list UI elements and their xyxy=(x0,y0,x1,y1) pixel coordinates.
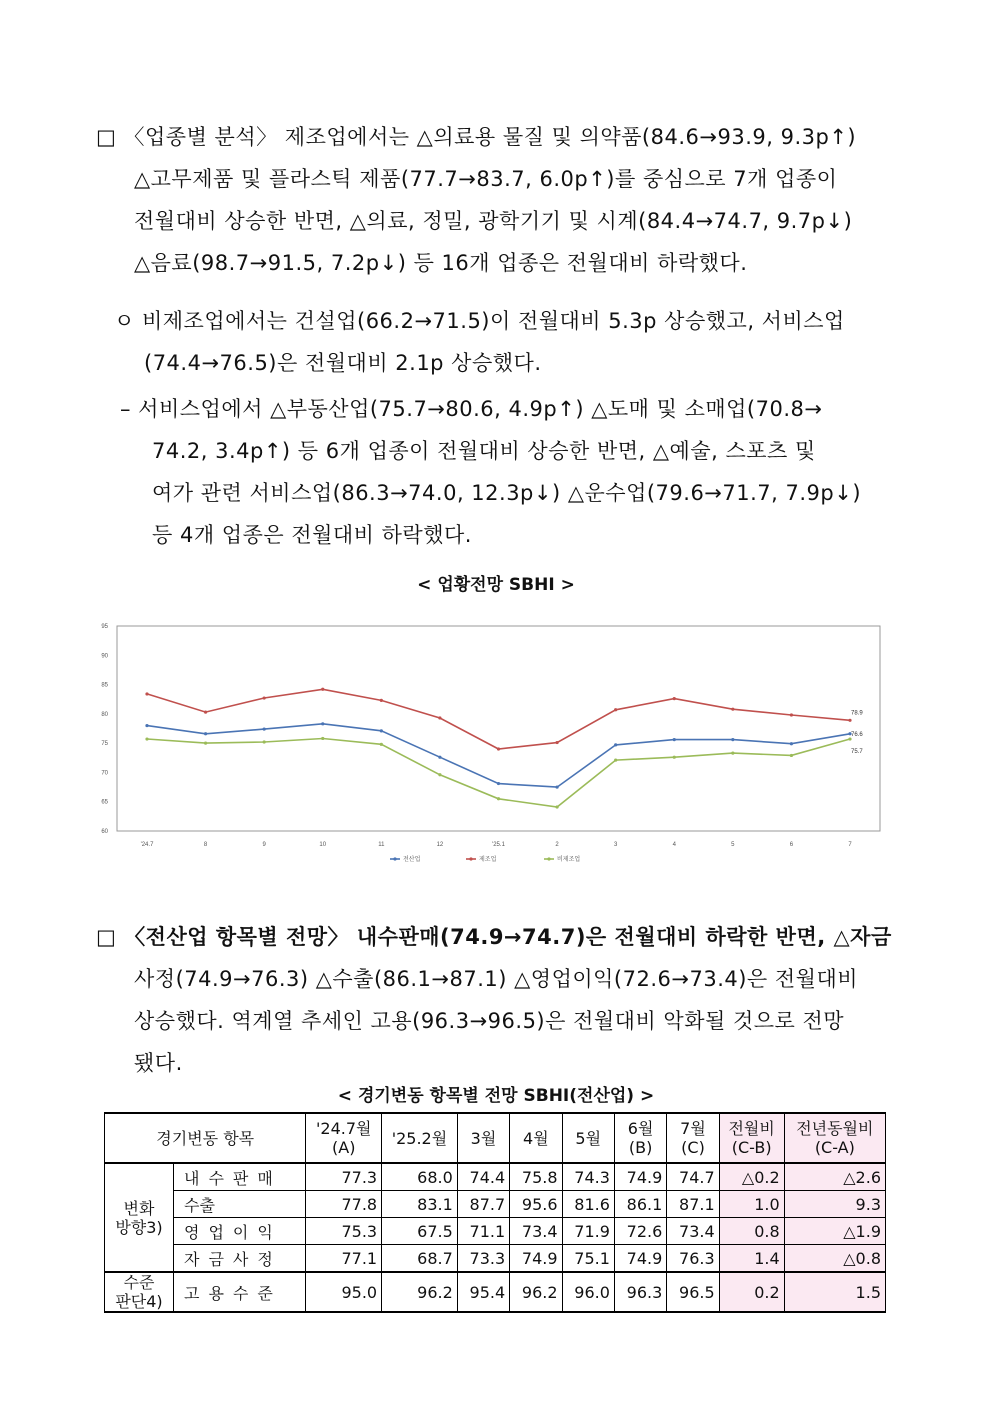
data-point xyxy=(204,711,207,714)
table-row xyxy=(105,1272,886,1312)
cell: 68.7 xyxy=(382,1245,458,1273)
cell: 96.3 xyxy=(614,1272,666,1312)
x-tick-label: 11 xyxy=(378,842,385,848)
cell: 71.1 xyxy=(457,1218,509,1245)
data-point xyxy=(204,732,207,735)
group-label-level: 수준 판단4) xyxy=(105,1272,174,1312)
cell: 0.8 xyxy=(719,1218,784,1245)
table-row xyxy=(105,1163,886,1191)
header-col: 7월 (C) xyxy=(667,1113,719,1163)
cell: 68.0 xyxy=(382,1163,458,1191)
cell: 77.3 xyxy=(306,1163,382,1191)
y-tick-label: 75 xyxy=(101,741,108,748)
header-col: '24.7월 (A) xyxy=(306,1113,382,1163)
non-manufacturing-paragraph xyxy=(114,300,896,384)
x-tick-label: 10 xyxy=(319,842,327,848)
x-tick-label: 7 xyxy=(848,842,852,848)
cell: 74.9 xyxy=(510,1245,562,1273)
table-caption: < 경기변동 항목별 전망 SBHI(전산업) > xyxy=(337,1086,655,1106)
x-axis xyxy=(141,842,853,848)
data-point xyxy=(731,752,734,755)
table-header-row xyxy=(105,1113,886,1163)
data-point xyxy=(673,697,676,700)
y-tick-label: 65 xyxy=(101,799,108,806)
para-line: 상승했다. 역계열 추세인 고용(96.3→96.5)은 전월대비 악화될 것으로 전망 xyxy=(134,1009,845,1033)
group-label-direction: 변화 방향3) xyxy=(105,1163,174,1272)
data-point xyxy=(204,742,207,745)
industry-analysis-paragraph xyxy=(96,116,896,284)
data-point xyxy=(790,754,793,757)
cell: 73.4 xyxy=(510,1218,562,1245)
cell: △1.9 xyxy=(784,1218,885,1245)
para-line: △음료(98.7→91.5, 7.2p↓) 등 16개 업종은 전월대비 하락했다. xyxy=(134,251,748,275)
header-col: 5월 xyxy=(562,1113,614,1163)
para-line: 여가 관련 서비스업(86.3→74.0, 12.3p↓) △운수업(79.6→71.7, 7.9p↓) xyxy=(152,481,862,505)
item-outlook-paragraph xyxy=(96,916,896,1084)
cell: 74.9 xyxy=(614,1245,666,1273)
header-col: 4월 xyxy=(510,1113,562,1163)
cell: 1.5 xyxy=(784,1272,885,1312)
legend-marker xyxy=(393,857,396,860)
cell: 95.4 xyxy=(457,1272,509,1312)
para-line: 등 4개 업종은 전월대비 하락했다. xyxy=(152,523,472,547)
legend-label: 제조업 xyxy=(479,856,497,863)
x-tick-label: '24.7 xyxy=(140,842,154,848)
para-line: □ 〈업종별 분석〉 제조업에서는 △의료용 물질 및 의약품(84.6→93.9, 9.3p↑) xyxy=(96,125,857,149)
chart-caption: < 업황전망 SBHI > xyxy=(417,575,575,595)
cell: 96.2 xyxy=(510,1272,562,1312)
row-label: 내수판매 xyxy=(174,1163,306,1191)
legend-marker xyxy=(469,857,472,860)
cell: 73.4 xyxy=(667,1218,719,1245)
cell: 77.8 xyxy=(306,1191,382,1218)
cell: 72.6 xyxy=(614,1218,666,1245)
cell: 73.3 xyxy=(457,1245,509,1273)
cell: 74.9 xyxy=(614,1163,666,1191)
cell: 71.9 xyxy=(562,1218,614,1245)
row-label: 자금사정 xyxy=(174,1245,306,1273)
data-point xyxy=(848,737,851,740)
x-tick-label: 2 xyxy=(555,842,559,848)
cell: 1.4 xyxy=(719,1245,784,1273)
x-tick-label: 12 xyxy=(436,842,444,848)
data-point xyxy=(555,805,558,808)
cell: 1.0 xyxy=(719,1191,784,1218)
cell: 75.8 xyxy=(510,1163,562,1191)
header-item: 경기변동 항목 xyxy=(105,1113,306,1163)
data-point xyxy=(380,729,383,732)
table-row xyxy=(105,1218,886,1245)
data-point xyxy=(614,708,617,711)
data-point xyxy=(731,738,734,741)
x-tick-label: 3 xyxy=(613,842,618,848)
para-line xyxy=(96,916,896,958)
data-point xyxy=(790,713,793,716)
cell: 87.7 xyxy=(457,1191,509,1218)
data-point xyxy=(145,737,148,740)
para-line: – 서비스업에서 △부동산업(75.7→80.6, 4.9p↑) △도매 및 소매업(70.8→ xyxy=(120,397,823,421)
y-tick-label: 70 xyxy=(101,770,108,777)
data-point xyxy=(438,716,441,719)
cell: 74.7 xyxy=(667,1163,719,1191)
para-line: (74.4→76.5)은 전월대비 2.1p 상승했다. xyxy=(144,351,542,375)
y-tick-label: 95 xyxy=(101,624,108,630)
cell: 86.1 xyxy=(614,1191,666,1218)
header-col: '25.2월 xyxy=(382,1113,458,1163)
data-point xyxy=(321,688,324,691)
x-tick-label: 4 xyxy=(672,842,676,848)
x-tick-label: 9 xyxy=(262,842,266,848)
data-point xyxy=(263,696,266,699)
data-point xyxy=(263,740,266,743)
data-point xyxy=(145,692,148,695)
data-point xyxy=(673,738,676,741)
legend-label: 전산업 xyxy=(403,856,421,863)
cell: △2.6 xyxy=(784,1163,885,1191)
para-line: △고무제품 및 플라스틱 제품(77.7→83.7, 6.0p↑)를 중심으로 7개 업종이 xyxy=(134,167,838,191)
x-tick-label: 6 xyxy=(789,842,794,848)
x-tick-label: 8 xyxy=(203,842,208,848)
para-line: 됐다. xyxy=(134,1051,183,1075)
data-point xyxy=(497,747,500,750)
data-point xyxy=(263,727,266,730)
end-data-label: 76.6 xyxy=(851,731,863,738)
data-point xyxy=(848,719,851,722)
end-data-label: 78.9 xyxy=(851,710,863,717)
header-col: 3월 xyxy=(457,1113,509,1163)
cell: 0.2 xyxy=(719,1272,784,1312)
y-tick-label: 85 xyxy=(101,682,108,689)
legend-label: 비제조업 xyxy=(557,856,581,863)
row-label: 영업이익 xyxy=(174,1218,306,1245)
para-line: 전월대비 상승한 반면, △의료, 정밀, 광학기기 및 시계(84.4→74.7, 9.7p↓) xyxy=(134,209,853,233)
data-point xyxy=(438,773,441,776)
sbhi-line-chart xyxy=(92,618,892,870)
y-axis xyxy=(101,624,108,835)
row-label: 고용수준 xyxy=(174,1272,306,1312)
header-col: 전년동월비 (C-A) xyxy=(784,1113,885,1163)
end-data-label: 75.7 xyxy=(851,749,863,756)
data-point xyxy=(555,741,558,744)
row-label: 수출 xyxy=(174,1191,306,1218)
cell: 95.6 xyxy=(510,1191,562,1218)
cell: 74.3 xyxy=(562,1163,614,1191)
cell: 9.3 xyxy=(784,1191,885,1218)
table-row xyxy=(105,1245,886,1273)
cell: 96.5 xyxy=(667,1272,719,1312)
data-point xyxy=(321,722,324,725)
data-point xyxy=(790,742,793,745)
data-point xyxy=(614,743,617,746)
data-point xyxy=(555,785,558,788)
legend xyxy=(390,855,580,863)
cell: 74.4 xyxy=(457,1163,509,1191)
cell: 96.2 xyxy=(382,1272,458,1312)
cell: 83.1 xyxy=(382,1191,458,1218)
data-point xyxy=(438,756,441,759)
service-paragraph xyxy=(120,388,896,556)
cell: 75.3 xyxy=(306,1218,382,1245)
legend-marker xyxy=(547,857,550,860)
para-line: ㅇ 비제조업에서는 건설업(66.2→71.5)이 전월대비 5.3p 상승했고, 서비스업 xyxy=(114,309,845,333)
y-tick-label: 60 xyxy=(101,829,108,835)
cell: 81.6 xyxy=(562,1191,614,1218)
y-tick-label: 90 xyxy=(101,653,108,660)
data-point xyxy=(673,756,676,759)
cell: 95.0 xyxy=(306,1272,382,1312)
cell: 77.1 xyxy=(306,1245,382,1273)
data-point xyxy=(614,759,617,762)
para-line: 사정(74.9→76.3) △수출(86.1→87.1) △영업이익(72.6→73.4)은 전월대비 xyxy=(134,967,859,991)
cell: 96.0 xyxy=(562,1272,614,1312)
data-point xyxy=(380,699,383,702)
header-col: 6월 (B) xyxy=(614,1113,666,1163)
data-point xyxy=(321,737,324,740)
data-point xyxy=(497,782,500,785)
para-line: 74.2, 3.4p↑) 등 6개 업종이 전월대비 상승한 반면, △예술, 스포츠 및 xyxy=(152,439,816,463)
table-row xyxy=(105,1191,886,1218)
cell: 87.1 xyxy=(667,1191,719,1218)
cell: △0.2 xyxy=(719,1163,784,1191)
data-point xyxy=(380,743,383,746)
cell: 75.1 xyxy=(562,1245,614,1273)
cell: 67.5 xyxy=(382,1218,458,1245)
para-line-bold: □ 〈전산업 항목별 전망〉 내수판매(74.9→74.7)은 전월대비 하락한 반면, △자금 xyxy=(96,925,892,949)
x-tick-label: '25.1 xyxy=(492,842,505,848)
header-col: 전월비 (C-B) xyxy=(719,1113,784,1163)
sbhi-item-table xyxy=(104,1112,886,1313)
cell: 76.3 xyxy=(667,1245,719,1273)
y-tick-label: 80 xyxy=(101,711,108,718)
x-tick-label: 5 xyxy=(731,842,735,848)
data-point xyxy=(497,797,500,800)
cell: △0.8 xyxy=(784,1245,885,1273)
data-point xyxy=(145,724,148,727)
data-point xyxy=(731,708,734,711)
